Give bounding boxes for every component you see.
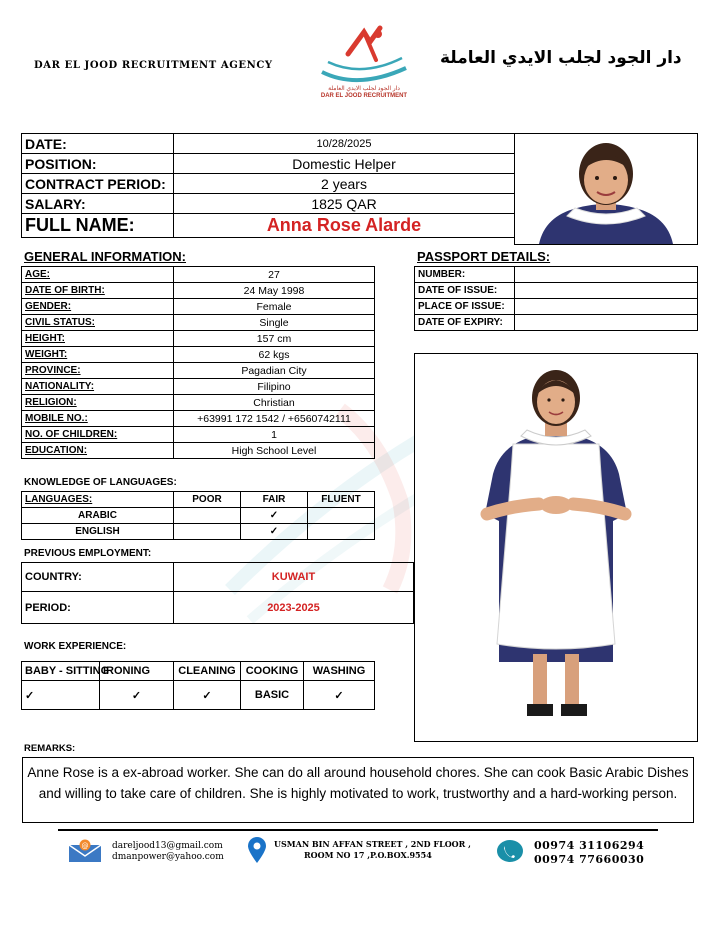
arabic-poor (174, 508, 241, 524)
table-row (22, 492, 375, 508)
height-label: HEIGHT: (22, 331, 174, 347)
education-value: High School Level (174, 443, 375, 459)
dob-value: 24 May 1998 (174, 283, 375, 299)
period-value: 2023-2025 (174, 592, 414, 624)
issue-date-value (515, 283, 698, 299)
table-row (415, 299, 698, 315)
expiry-date-label: DATE OF EXPIRY: (415, 315, 515, 331)
language-arabic: ARABIC (22, 508, 174, 524)
country-label: COUNTRY: (22, 563, 174, 592)
cleaning-header: CLEANING (174, 662, 241, 681)
issue-date-label: DATE OF ISSUE: (415, 283, 515, 299)
svg-text:@: @ (81, 842, 89, 850)
poor-header: POOR (174, 492, 241, 508)
work-experience-title: WORK EXPERIENCE: (24, 641, 127, 652)
mobile-value: +63991 172 1542 / +6560742111 (174, 411, 375, 427)
baby-sitting-header: BABY - SITTING (22, 662, 100, 681)
footer-divider (58, 829, 658, 831)
salary-value: 1825 QAR (174, 194, 515, 214)
remarks-title: REMARKS: (24, 743, 76, 754)
passport-number-value (515, 267, 698, 283)
table-row (22, 267, 375, 283)
logo-caption (308, 86, 420, 100)
footer-address-1: USMAN BIN AFFAN STREET , 2ND FLOOR , (274, 839, 471, 849)
fluent-header: FLUENT (308, 492, 375, 508)
previous-employment-title: PREVIOUS EMPLOYMENT: (24, 548, 152, 559)
footer-phone-2[interactable]: 00974 77660030 (534, 853, 645, 866)
cooking-value: BASIC (241, 681, 304, 710)
table-row (22, 347, 375, 363)
province-value: Pagadian City (174, 363, 375, 379)
agency-logo (318, 24, 410, 86)
cleaning-check-icon: ✓ (174, 681, 241, 710)
top-info-table (21, 133, 515, 238)
civil-status-label: CIVIL STATUS: (22, 315, 174, 331)
date-label: DATE: (22, 134, 174, 154)
agency-name-ar: دار الجود لجلب الايدي العاملة (440, 48, 682, 68)
washing-header: WASHING (304, 662, 375, 681)
general-info-title: GENERAL INFORMATION: (24, 249, 187, 264)
nationality-label: NATIONALITY: (22, 379, 174, 395)
full-body-photo (414, 353, 698, 742)
logo-caption-en: DAR EL JOOD RECRUITMENT (320, 93, 408, 99)
position-value: Domestic Helper (174, 154, 515, 174)
issue-place-value (515, 299, 698, 315)
ironing-header: IRONING (100, 662, 174, 681)
table-row (22, 395, 375, 411)
date-value: 10/28/2025 (174, 134, 515, 154)
table-row (22, 563, 414, 592)
table-row (22, 331, 375, 347)
cooking-header: COOKING (241, 662, 304, 681)
general-info-table (21, 266, 375, 459)
table-row (22, 315, 375, 331)
footer-emails (112, 841, 224, 863)
expiry-date-value (515, 315, 698, 331)
ironing-check-icon: ✓ (100, 681, 174, 710)
table-row (22, 283, 375, 299)
weight-value: 62 kgs (174, 347, 375, 363)
table-row (415, 315, 698, 331)
civil-status-value: Single (174, 315, 375, 331)
table-row (22, 427, 375, 443)
footer-address-2: ROOM NO 17 ,P.O.BOX.9554 (304, 850, 432, 860)
washing-check-icon: ✓ (304, 681, 375, 710)
phone-icon (496, 839, 524, 863)
province-label: PROVINCE: (22, 363, 174, 379)
previous-employment-table (21, 562, 414, 624)
passport-title: PASSPORT DETAILS: (417, 249, 551, 264)
table-row (22, 299, 375, 315)
arabic-fluent (308, 508, 375, 524)
nationality-value: Filipino (174, 379, 375, 395)
table-row (22, 379, 375, 395)
baby-sitting-check-icon: ✓ (22, 681, 100, 710)
footer-address (274, 839, 471, 861)
passport-table (414, 266, 698, 331)
table-row (22, 508, 375, 524)
position-label: POSITION: (22, 154, 174, 174)
agency-name-en: DAR EL JOOD RECRUITMENT AGENCY (34, 60, 273, 71)
language-english: ENGLISH (22, 524, 174, 540)
work-experience-table (21, 661, 375, 710)
email-icon (68, 839, 102, 863)
footer-email-2[interactable]: dmanpower@yahoo.com (112, 852, 224, 862)
languages-table (21, 491, 375, 540)
location-pin-icon (246, 836, 268, 864)
arabic-fair-check-icon: ✓ (241, 508, 308, 524)
mobile-label: MOBILE NO.: (22, 411, 174, 427)
education-label: EDUCATION: (22, 443, 174, 459)
salary-label: SALARY: (22, 194, 174, 214)
table-row (22, 592, 414, 624)
fair-header: FAIR (241, 492, 308, 508)
english-fair-check-icon: ✓ (241, 524, 308, 540)
period-label: PERIOD: (22, 592, 174, 624)
issue-place-label: PLACE OF ISSUE: (415, 299, 515, 315)
gender-value: Female (174, 299, 375, 315)
full-name-label: FULL NAME: (22, 214, 174, 238)
footer-email-1[interactable]: dareljood13@gmail.com (112, 841, 223, 851)
table-row (22, 524, 375, 540)
children-value: 1 (174, 427, 375, 443)
contract-period-label: CONTRACT PERIOD: (22, 174, 174, 194)
weight-label: WEIGHT: (22, 347, 174, 363)
headshot-photo (514, 133, 698, 245)
religion-label: RELIGION: (22, 395, 174, 411)
dob-label: DATE OF BIRTH: (22, 283, 174, 299)
english-poor (174, 524, 241, 540)
logo-caption-ar: دار الجود لجلب الايدي العاملة (328, 86, 400, 92)
children-label: NO. OF CHILDREN: (22, 427, 174, 443)
full-name-value: Anna Rose Alarde (174, 214, 515, 238)
footer-phones (534, 839, 644, 867)
passport-number-label: NUMBER: (415, 267, 515, 283)
table-row (22, 681, 375, 710)
gender-label: GENDER: (22, 299, 174, 315)
languages-header: LANGUAGES: (22, 492, 174, 508)
age-value: 27 (174, 267, 375, 283)
table-row (415, 283, 698, 299)
religion-value: Christian (174, 395, 375, 411)
table-row (415, 267, 698, 283)
table-row (22, 662, 375, 681)
height-value: 157 cm (174, 331, 375, 347)
age-label: AGE: (22, 267, 174, 283)
table-row (22, 411, 375, 427)
table-row (22, 443, 375, 459)
remarks-text: Anne Rose is a ex-abroad worker. She can do all around household chores. She can cook Basic Arabic Dishes and willing to take care of children. She is highly motivated to work, trustworthy and a hard-working person. (22, 757, 694, 823)
country-value: KUWAIT (174, 563, 414, 592)
contract-period-value: 2 years (174, 174, 515, 194)
english-fluent (308, 524, 375, 540)
table-row (22, 363, 375, 379)
languages-title: KNOWLEDGE OF LANGUAGES: (24, 477, 177, 488)
footer-phone-1[interactable]: 00974 31106294 (534, 839, 645, 852)
